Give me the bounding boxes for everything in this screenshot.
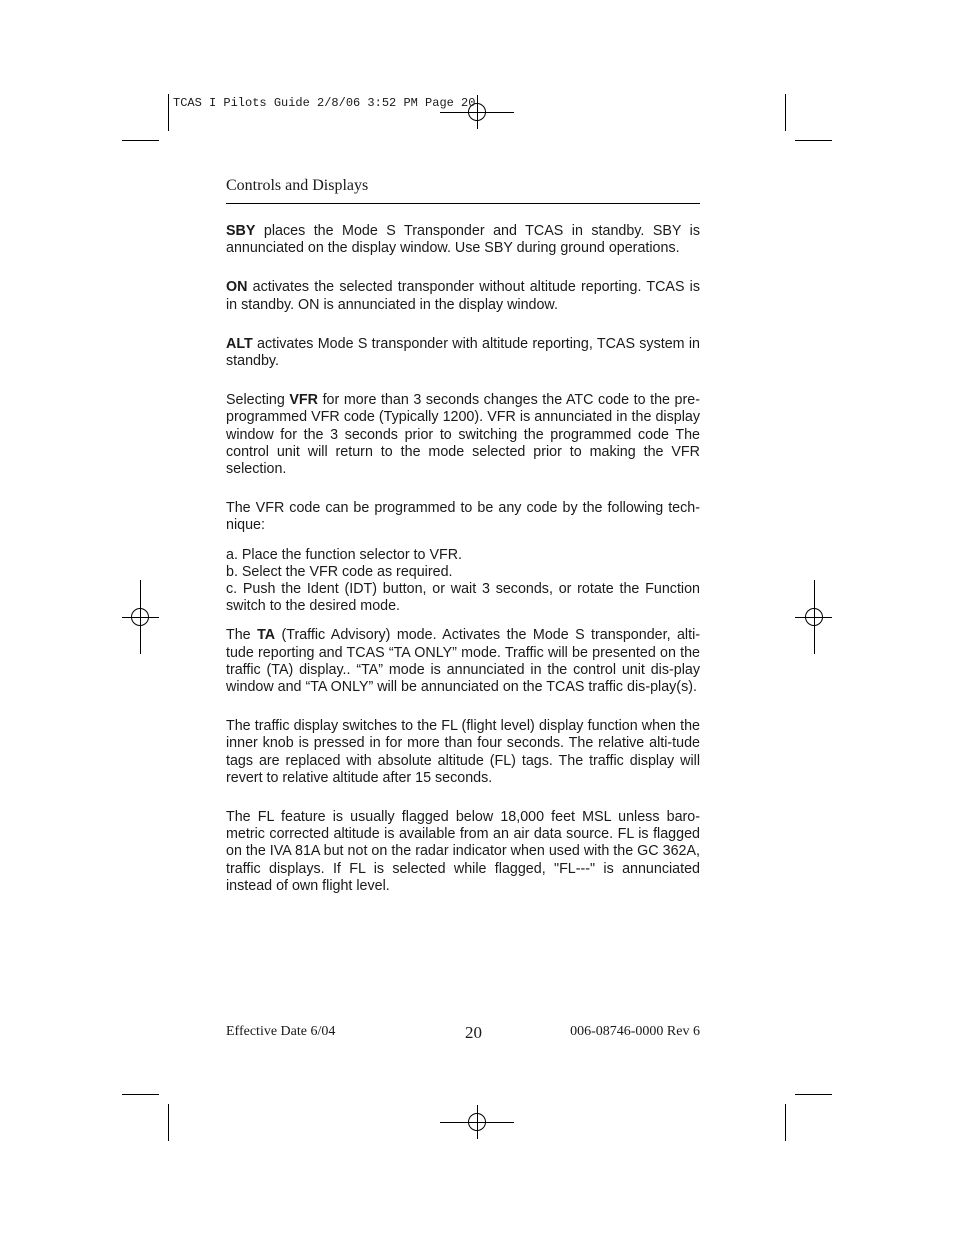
paragraph-ta: The TA (Traffic Advisory) mode. Activates the Mode S transponder, alti-tude reporting and TCAS “TA ONLY” mode. Traffic will be presented on the traffic (TA) display.. “TA” mode is annunciated in the control unit dis-play window and “TA ONLY” will be annunciated on the TCAS traffic dis-play(s). bbox=[226, 627, 701, 696]
crop-mark bbox=[785, 94, 786, 131]
crop-mark bbox=[785, 1104, 786, 1141]
paragraph-sby: SBY places the Mode S Transponder and TCAS in standby. SBY is annunciated on the display window. Use SBY during ground operations. bbox=[226, 223, 700, 257]
header-rule bbox=[226, 203, 700, 204]
paragraph-fl-flagged: The FL feature is usually flagged below 18,000 feet MSL unless baro-metric corrected altitude is available from an air data source. FL is flagged on the IVA 81A but not on the radar indicator when used with the GC 362A, traffic displays. If FL is selected while flagged, "FL---" is annunciated instead of own flight level. bbox=[226, 809, 700, 894]
steps-list bbox=[226, 547, 700, 616]
page-number: 20 bbox=[465, 1023, 482, 1042]
paragraph-on: ON activates the selected transponder without altitude reporting. TCAS is in standby. ON is annunciated in the display window. bbox=[226, 279, 700, 313]
page-body bbox=[226, 223, 700, 895]
term-ta: TA bbox=[257, 627, 276, 644]
list-item: b. Select the VFR code as required. bbox=[226, 563, 453, 580]
paragraph-vfr: Selecting VFR for more than 3 seconds changes the ATC code to the pre-programmed VFR code (Typically 1200). VFR is annunciated in the display window for the 3 seconds prior to switching the programmed code The control unit will return to the mode selected prior to making the VFR selection. bbox=[226, 392, 700, 478]
crop-mark bbox=[122, 1094, 159, 1095]
crop-mark bbox=[795, 1094, 832, 1095]
paragraph-vfr-code: The VFR code can be programmed to be any code by the following tech-nique: bbox=[226, 500, 700, 534]
page-header-title: Controls and Displays bbox=[226, 177, 369, 194]
list-item: a. Place the function selector to VFR. bbox=[226, 546, 463, 563]
footer-effective-date: Effective Date 6/04 bbox=[226, 1024, 336, 1039]
term-on: ON bbox=[226, 279, 248, 296]
paragraph-alt: ALT activates Mode S transponder with altitude reporting, TCAS system in standby. bbox=[226, 335, 700, 370]
term-alt: ALT bbox=[226, 335, 253, 352]
crop-mark bbox=[168, 1104, 169, 1141]
term-sby: SBY bbox=[226, 223, 256, 239]
term-vfr: VFR bbox=[289, 392, 318, 409]
crop-mark bbox=[122, 140, 159, 141]
crop-mark bbox=[795, 140, 832, 141]
crop-mark bbox=[168, 94, 169, 131]
paragraph-fl-switch: The traffic display switches to the FL (flight level) display function when the inner knob is pressed in for more than four seconds. The relative alti-tude tags are replaced with absolute altitude (FL) tags. The traffic display will revert to relative altitude after 15 seconds. bbox=[226, 718, 700, 786]
print-slug: TCAS I Pilots Guide 2/8/06 3:52 PM Page 20 bbox=[173, 96, 476, 110]
footer-doc-number: 006-08746-0000 Rev 6 bbox=[570, 1024, 700, 1039]
list-item: c. Push the Ident (IDT) button, or wait 3 seconds, or rotate the Function switch to the desired mode. bbox=[226, 581, 700, 615]
